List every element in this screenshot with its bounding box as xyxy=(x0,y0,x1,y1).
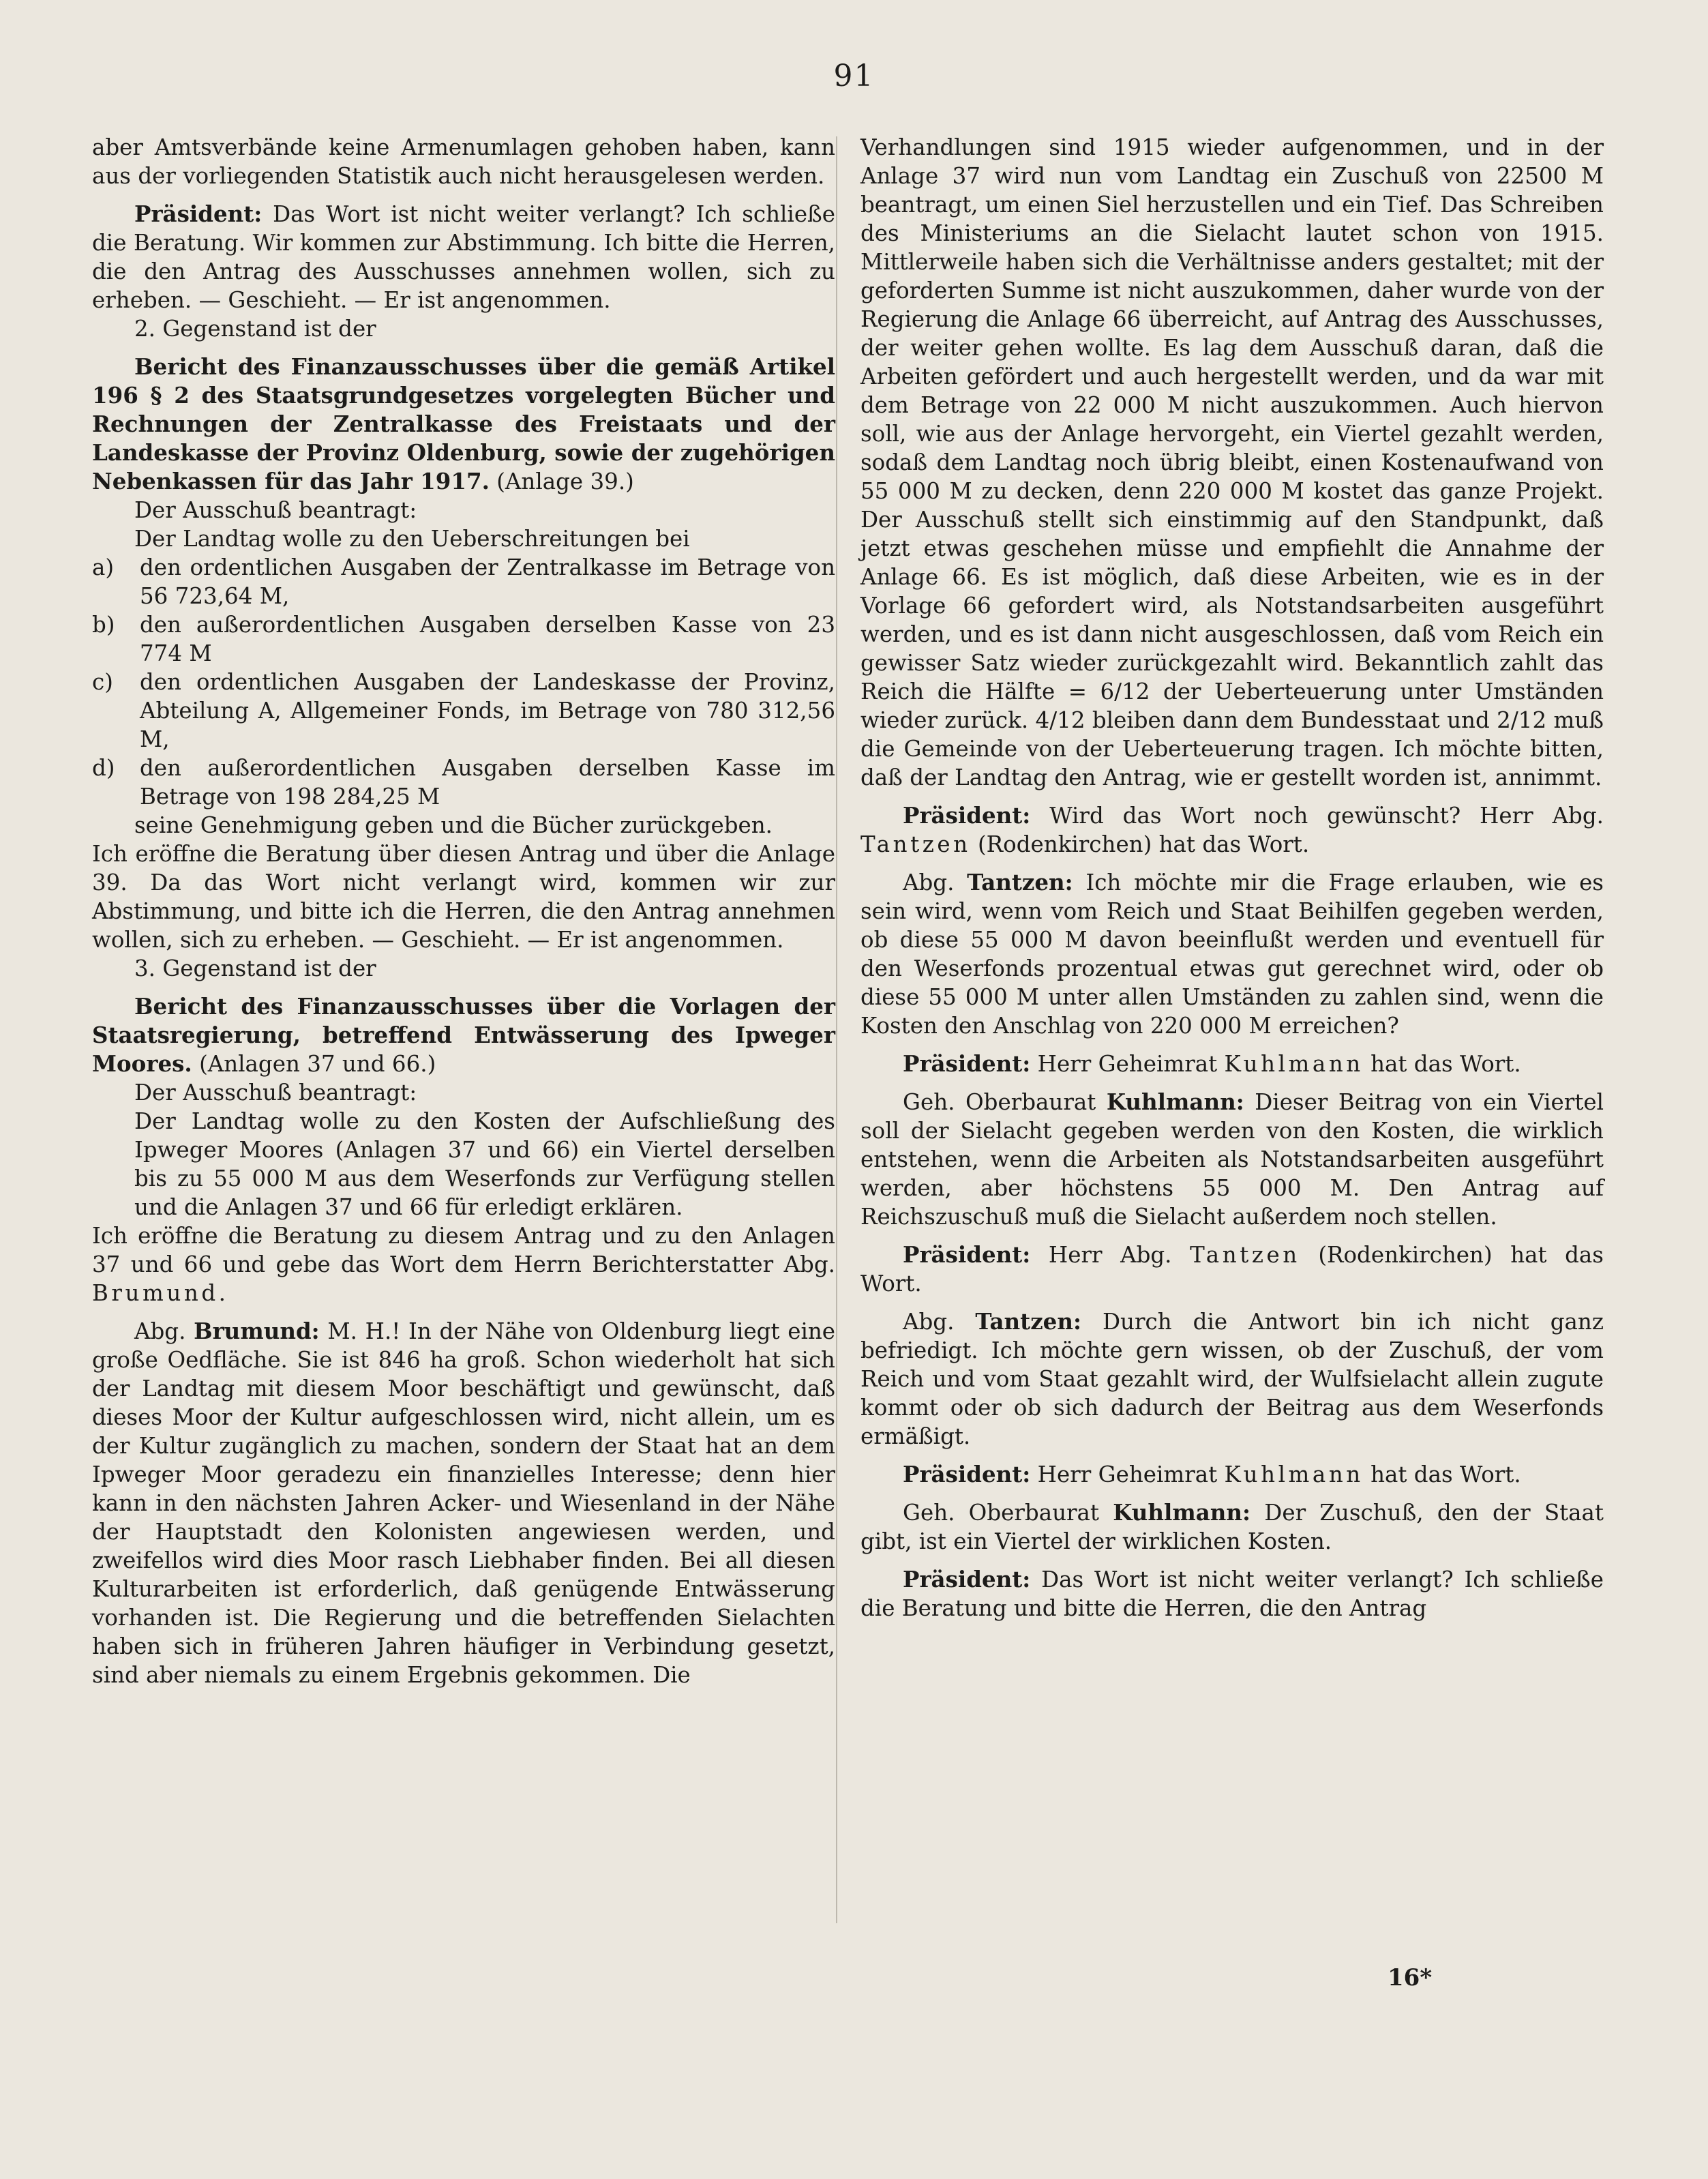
paragraph xyxy=(92,1221,835,1307)
speaker-name: Präsident: xyxy=(903,1241,1031,1268)
speech-praesident xyxy=(860,1460,1604,1489)
report-title xyxy=(92,992,835,1078)
speech-text: Durch die Antwort bin ich nicht ganz befriedigt. Ich möchte gern wissen, ob der Zuschuß, der vom Reich und vom Staat gezahlt wird, der Wulfsielacht allein zugute kommt oder ob sich dadurch der Beitrag aus dem Weserfonds ermäßigt. xyxy=(860,1309,1604,1449)
speech-text: (Rodenkirchen) hat das Wort. xyxy=(970,831,1310,857)
speaker-name: Brumund. xyxy=(92,1280,229,1306)
speech-text: Herr Geheimrat xyxy=(1030,1462,1225,1487)
speech-kuhlmann xyxy=(860,1498,1604,1556)
speech-kuhlmann xyxy=(860,1088,1604,1231)
list-item-label: b) xyxy=(92,612,115,638)
speech-praesident xyxy=(92,200,835,314)
speaker-name: Präsident: xyxy=(903,1461,1031,1487)
speech-text: Herr Geheimrat xyxy=(1030,1051,1225,1077)
column-divider xyxy=(836,136,837,1923)
right-column xyxy=(860,133,1604,1622)
list-item-text: den ordentlichen Ausgaben der Landeskasse der Provinz, Abteilung A, Allgemeiner Fonds, im Betrage von 780 312,56 M, xyxy=(140,669,835,752)
motion-intro: Der Ausschuß beantragt: xyxy=(134,497,417,523)
report-title-bold: Bericht des Finanzausschusses über die gemäß Artikel 196 § 2 des Staatsgrundgesetzes vorgelegten Bücher und Rechnungen der Zentralkasse des Freistaats und der Landeskasse der Provinz Oldenburg, sowie der zugehörigen Nebenkassen für das Jahr 1917. xyxy=(92,353,835,494)
agenda-item-heading: 2. Gegenstand ist der xyxy=(134,316,376,342)
speaker-name: Kuhlmann: xyxy=(1106,1088,1244,1115)
report-title xyxy=(92,353,835,496)
motion-intro: Der Ausschuß beantragt: xyxy=(134,1080,417,1106)
list-item-label: c) xyxy=(92,669,113,695)
speech-text: hat das Wort. xyxy=(1363,1051,1521,1077)
speech-tantzen xyxy=(860,868,1604,1040)
motion-list xyxy=(92,553,835,811)
report-title-tail: (Anlagen 37 und 66.) xyxy=(192,1051,436,1077)
speaker-prefix: Abg. xyxy=(903,870,968,895)
speaker-prefix: Geh. Oberbaurat xyxy=(903,1500,1113,1526)
speaker-name: Kuhlmann xyxy=(1224,1462,1364,1487)
list-item-text: den ordentlichen Ausgaben der Zentralkasse im Betrage von 56 723,64 M, xyxy=(140,554,835,609)
speech-text: Dieser Beitrag von ein Viertel soll der Sielacht gegeben werden von den Kosten, die wirklich entstehen, wenn die Arbeiten als Notstandsarbeiten ausgeführt werden, aber höchstens 55 000 M. Den Antrag auf Reichszuschuß muß die Sielacht außerdem noch stellen. xyxy=(860,1089,1604,1230)
list-item-text: den außerordentlichen Ausgaben derselben Kasse im Betrage von 198 284,25 M xyxy=(140,755,835,810)
speech-praesident xyxy=(860,1241,1604,1298)
speaker-name: Präsident: xyxy=(903,802,1031,829)
speaker-name: Tantzen xyxy=(860,831,971,857)
speaker-name: Tantzen: xyxy=(967,869,1073,895)
speaker-name: Tantzen xyxy=(1190,1242,1300,1268)
list-item xyxy=(92,668,835,754)
speech-text: Herr Abg. xyxy=(1030,1242,1190,1268)
left-column xyxy=(92,133,835,1689)
speaker-prefix: Abg. xyxy=(134,1318,194,1344)
speaker-prefix: Geh. Oberbaurat xyxy=(903,1089,1107,1115)
speech-tantzen xyxy=(860,1307,1604,1451)
speech-praesident xyxy=(860,801,1604,859)
signature-mark: 16* xyxy=(1388,1964,1433,1991)
speech-text: hat das Wort. xyxy=(1363,1462,1521,1487)
paragraph: aber Amtsverbände keine Armenumlagen gehoben haben, kann aus der vorliegenden Statistik auch nicht herausgelesen werden. xyxy=(92,134,835,189)
paragraph: Ich eröffne die Beratung über diesen Antrag und über die Anlage 39. Da das Wort nicht verlangt wird, kommen wir zur Abstimmung, und bitte ich die Herren, die den Antrag annehmen wollen, sich zu erheben. — Geschieht. — Er ist angenommen. xyxy=(92,841,835,953)
speech-text: Der Zuschuß, den der Staat gibt, ist ein Viertel der wirklichen Kosten. xyxy=(860,1500,1604,1554)
list-item xyxy=(92,754,835,811)
speaker-name: Kuhlmann xyxy=(1224,1051,1364,1077)
speaker-name: Kuhlmann: xyxy=(1113,1499,1251,1526)
speaker-name: Brumund: xyxy=(194,1318,320,1344)
list-item-label: a) xyxy=(92,554,115,580)
speech-text: Das Wort ist nicht weiter verlangt? Ich schließe die Beratung. Wir kommen zur Abstimmung. Ich bitte die Herren, die den Antrag des Ausschusses annehmen wollen, sich zu erheben. — Geschieht. — Er ist angenommen. xyxy=(92,201,835,313)
speech-text: Das Wort ist nicht weiter verlangt? Ich schließe die Beratung und bitte die Herren, die den Antrag xyxy=(860,1567,1604,1621)
speech-continuation: Verhandlungen sind 1915 wieder aufgenommen, und in der Anlage 37 wird nun vom Landtag ein Zuschuß von 22500 M beantragt, um einen Siel herzustellen und ein Tief. Das Schreiben des Ministeriums an die Sielacht lautet schon von 1915. Mittlerweile haben sich die Verhältnisse anders gestaltet; mit der geforderten Summe ist nicht auszukommen, daher wurde von der Regierung die Anlage 66 überreicht, auf Antrag des Ausschusses, der weiter gehen wollte. Es lag dem Ausschuß daran, daß die Arbeiten gefördert und auch hergestellt werden, und da war mit dem Betrage von 22 000 M nicht auszukommen. Auch hiervon soll, wie aus der Anlage hervorgeht, ein Viertel gezahlt werden, sodaß dem Landtag noch übrig bleibt, einen Kostenaufwand von 55 000 M zu decken, denn 220 000 M kostet das ganze Projekt. Der Ausschuß stellt sich einstimmig auf den Standpunkt, daß jetzt etwas geschehen müsse und empfiehlt die Annahme der Anlage 66. Es ist möglich, daß diese Arbeiten, wie es in der Vorlage 66 gefordert wird, als Notstandsarbeiten ausgeführt werden, und es ist dann nicht ausgeschlossen, daß vom Reich ein gewisser Satz wieder zurückgezahlt wird. Bekanntlich zahlt das Reich die Hälfte = 6/12 der Ueberteuerung unter Umständen wieder zurück. 4/12 bleiben dann dem Bundesstaat und 2/12 muß die Gemeinde von der Ueberteuerung tragen. Ich möchte bitten, daß der Landtag den Antrag, wie er gestellt worden ist, annimmt. xyxy=(860,134,1604,790)
speech-text: Ich möchte mir die Frage erlauben, wie es sein wird, wenn vom Reich und Staat Beihilfen gegeben werden, ob diese 55 000 M davon beeinflußt werden und eventuell für den Weserfonds prozentual etwas gut gerechnet wird, oder ob diese 55 000 M unter allen Umständen zu zahlen sind, wenn die Kosten den Anschlag von 220 000 M erreichen? xyxy=(860,870,1604,1039)
agenda-item-heading: 3. Gegenstand ist der xyxy=(134,955,376,981)
motion-closing: seine Genehmigung geben und die Bücher zurückgeben. xyxy=(134,812,773,838)
speaker-name: Präsident: xyxy=(903,1050,1031,1077)
report-title-bold: Bericht des Finanzausschusses über die Vorlagen der Staatsregierung, betreffend Entwässerung des Ipweger Moores. xyxy=(92,993,835,1077)
report-title-tail: (Anlage 39.) xyxy=(489,469,634,494)
motion-text: Der Landtag wolle zu den Kosten der Aufschließung des Ipweger Moores (Anlagen 37 und 66) ein Viertel derselben bis zu 55 000 M aus dem Weserfonds zur Verfügung stellen und die Anlagen 37 und 66 für erledigt erklären. xyxy=(134,1108,835,1220)
speaker-name: Tantzen: xyxy=(975,1308,1081,1335)
page-number: 91 xyxy=(833,59,875,93)
list-item xyxy=(92,610,835,668)
speech-brumund xyxy=(92,1317,835,1689)
speaker-prefix: Abg. xyxy=(903,1309,976,1335)
speech-text: (Rodenkirchen) hat das Wort. xyxy=(860,1242,1604,1296)
speech-praesident xyxy=(860,1565,1604,1622)
speaker-name: Präsident: xyxy=(903,1566,1031,1592)
paragraph-text: Ich eröffne die Beratung zu diesem Antrag und zu den Anlagen 37 und 66 und gebe das Wort dem Herrn Berichterstatter Abg. xyxy=(92,1223,835,1277)
speech-praesident xyxy=(860,1050,1604,1078)
list-item xyxy=(92,553,835,610)
motion-text: Der Landtag wolle zu den Ueberschreitungen bei xyxy=(134,526,690,552)
list-item-text: den außerordentlichen Ausgaben derselben Kasse von 23 774 M xyxy=(140,612,835,666)
speech-text: M. H.! In der Nähe von Oldenburg liegt eine große Oedfläche. Sie ist 846 ha groß. Schon wiederholt hat sich der Landtag mit diesem Moor beschäftigt und gewünscht, daß dieses Moor der Kultur aufgeschlossen wird, nicht allein, um es der Kultur zugänglich zu machen, sondern der Staat hat an dem Ipweger Moor geradezu ein finanzielles Interesse; denn hier kann in den nächsten Jahren Acker- und Wiesenland in der Nähe der Hauptstadt den Kolonisten angewiesen werden, und zweifellos wird dies Moor rasch Liebhaber finden. Bei all diesen Kulturarbeiten ist erforderlich, daß genügende Entwässerung vorhanden ist. Die Regierung und die betreffenden Sielachten haben sich in früheren Jahren häufiger in Verbindung gesetzt, sind aber niemals zu einem Ergebnis gekommen. Die xyxy=(92,1318,836,1688)
speaker-name: Präsident: xyxy=(134,201,263,227)
list-item-label: d) xyxy=(92,755,115,781)
speech-text: Wird das Wort noch gewünscht? Herr Abg. xyxy=(1030,803,1604,829)
